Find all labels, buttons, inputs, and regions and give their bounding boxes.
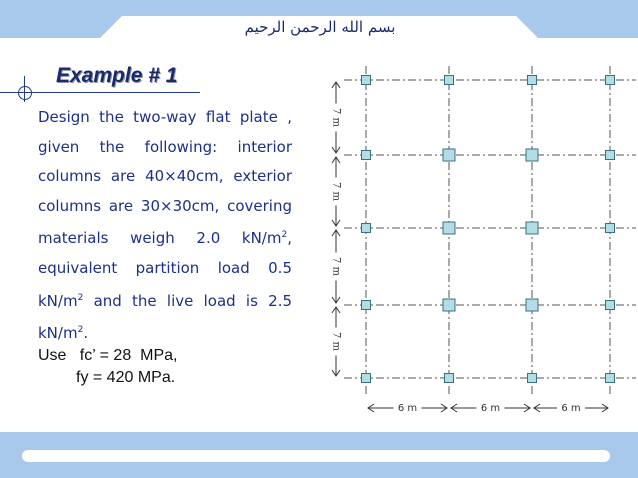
- vertical-span-label: 7 m: [330, 181, 342, 202]
- superscript-1: 2: [281, 230, 288, 241]
- horizontal-span-label: 6 m: [397, 403, 418, 414]
- horizontal-span-label: 6 m: [561, 403, 581, 414]
- bismillah-text: بسم الله الرحمن الرحيم: [244, 18, 396, 36]
- interior-column: [443, 299, 455, 311]
- interior-column: [526, 149, 538, 161]
- superscript-2: 2: [77, 292, 84, 303]
- material-fc: Use fc’ = 28 MPa,: [38, 347, 178, 364]
- exterior-column: [362, 76, 371, 85]
- exterior-column: [445, 76, 454, 85]
- horizontal-span-label: 6 m: [480, 403, 501, 414]
- vertical-span-label: 7 m: [330, 331, 342, 352]
- exterior-column: [606, 301, 615, 310]
- interior-column: [443, 149, 455, 161]
- exterior-column: [528, 374, 537, 383]
- statement-part-2: , equivalent partition load 0.5 kN/m: [38, 229, 292, 310]
- vertical-dimensions: [331, 82, 342, 376]
- grid-lines: [344, 66, 636, 396]
- statement-part-3: and the live load is 2.5 kN/m: [38, 291, 292, 343]
- exterior-column: [606, 224, 615, 233]
- title-marker-circle: [18, 86, 32, 100]
- material-fy: fy = 420 MPa.: [76, 369, 176, 386]
- exterior-column: [606, 151, 615, 160]
- problem-statement: [38, 103, 292, 349]
- interior-column: [526, 222, 538, 234]
- exterior-column: [606, 76, 615, 85]
- horizontal-dimensions: [368, 403, 608, 414]
- columns: [362, 76, 615, 383]
- interior-column: [526, 299, 538, 311]
- exterior-column: [606, 374, 615, 383]
- exterior-column: [362, 224, 371, 233]
- statement-part-1: Design the two-way flat plate , given the following: interior columns are 40×40cm, exterior columns are 30×30cm, covering materials weigh 2.0 kN/m: [38, 108, 292, 248]
- exterior-column: [362, 301, 371, 310]
- exterior-column: [362, 151, 371, 160]
- statement-part-4: .: [83, 324, 89, 343]
- slab-plan-diagram: [310, 60, 638, 430]
- vertical-span-label: 7 m: [330, 256, 342, 277]
- superscript-3: 2: [77, 325, 84, 336]
- slide-title: Example # 1: [56, 64, 178, 87]
- vertical-span-label: 7 m: [330, 107, 342, 128]
- exterior-column: [445, 374, 454, 383]
- exterior-column: [528, 76, 537, 85]
- exterior-column: [362, 374, 371, 383]
- footer-pill: [22, 450, 610, 462]
- interior-column: [443, 222, 455, 234]
